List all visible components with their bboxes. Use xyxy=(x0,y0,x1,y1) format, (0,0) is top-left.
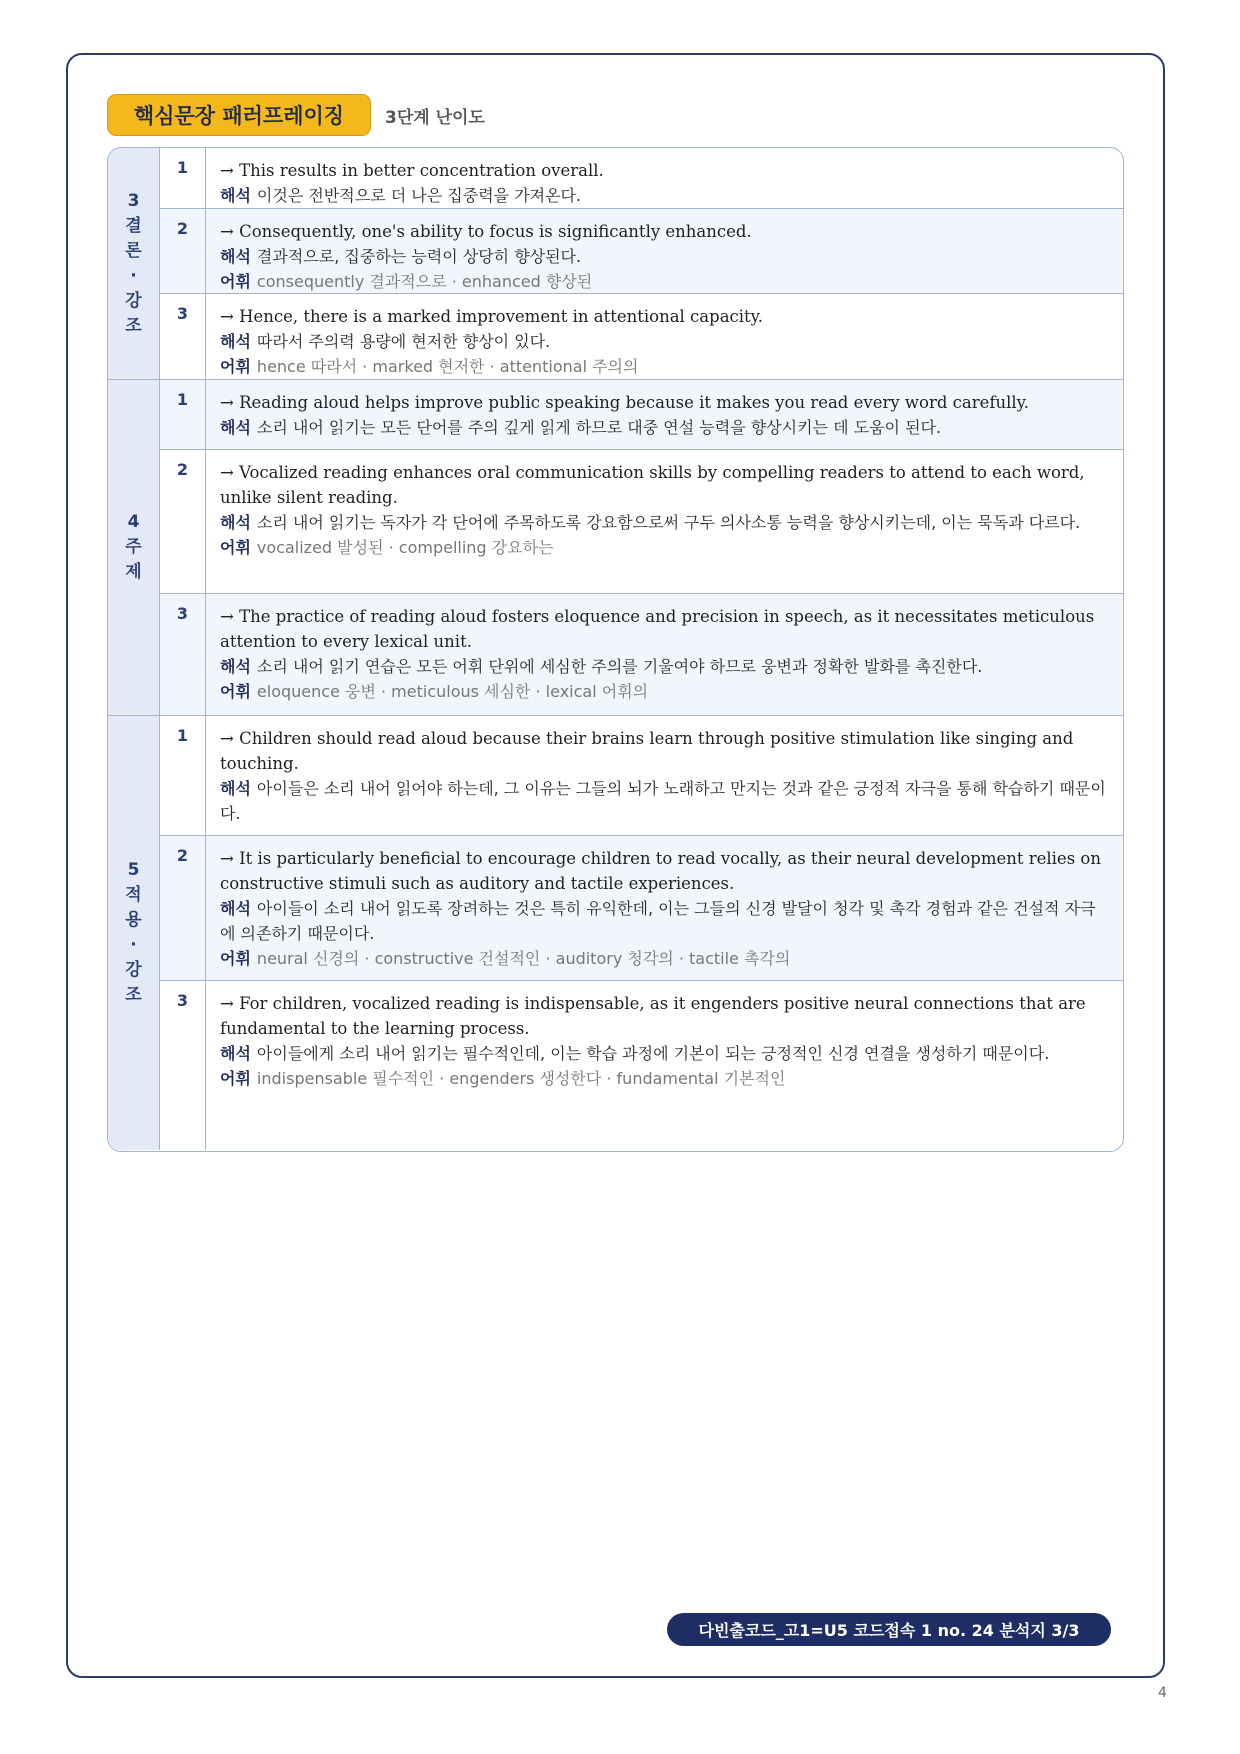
section-application xyxy=(108,716,1123,1150)
difficulty-level: 3단계 난이도 xyxy=(385,107,485,128)
table-row xyxy=(160,836,1123,981)
vocab-list: indispensable 필수적인 · engenders 생성한다 · fundamental 기본적인 xyxy=(256,1069,786,1088)
section-conclusion xyxy=(108,148,1123,380)
table-row xyxy=(160,716,1123,836)
table-row xyxy=(160,450,1123,595)
english-sentence: → Vocalized reading enhances oral communication skills by compelling readers to attend to each word, unlike silent reading. xyxy=(220,462,1085,507)
vocab-label: 어휘 xyxy=(220,537,251,557)
translation-label: 해석 xyxy=(220,332,251,351)
page-number: 4 xyxy=(1158,1685,1167,1701)
vocab-label: 어휘 xyxy=(220,272,251,291)
vocab-list: hence 따라서 · marked 현저한 · attentional 주의의 xyxy=(256,357,639,376)
english-sentence: → Reading aloud helps improve public speaking because it makes you read every word carefully. xyxy=(220,393,1030,412)
translation-label: 해석 xyxy=(220,247,251,266)
translation-label: 해석 xyxy=(220,418,251,437)
korean-translation: 따라서 주의력 용량에 현저한 향상이 있다. xyxy=(256,332,551,351)
korean-translation: 이것은 전반적으로 더 나은 집중력을 가져온다. xyxy=(256,186,582,205)
table-row xyxy=(160,981,1123,1150)
translation-label: 해석 xyxy=(220,657,251,677)
section-label: 3 결론·강조 xyxy=(108,148,160,379)
vocab-label: 어휘 xyxy=(220,949,251,968)
row-number: 3 xyxy=(160,294,206,379)
row-number: 1 xyxy=(160,716,206,835)
translation-label: 해석 xyxy=(220,186,251,205)
korean-translation: 아이들에게 소리 내어 읽기는 필수적인데, 이는 학습 과정에 기본이 되는 긍정적인 신경 연결을 생성하기 때문이다. xyxy=(256,1044,1050,1063)
row-number: 1 xyxy=(160,148,206,208)
table-row xyxy=(160,209,1123,294)
vocab-list: vocalized 발성된 · compelling 강요하는 xyxy=(256,537,554,557)
english-sentence: → This results in better concentration overall. xyxy=(220,161,604,180)
table-row xyxy=(160,380,1123,450)
english-sentence: → Hence, there is a marked improvement in attentional capacity. xyxy=(220,307,764,326)
translation-label: 해석 xyxy=(220,779,251,798)
section-topic xyxy=(108,380,1123,716)
korean-translation: 아이들은 소리 내어 읽어야 하는데, 그 이유는 그들의 뇌가 노래하고 만지는 것과 같은 긍정적 자극을 통해 학습하기 때문이다. xyxy=(220,779,1106,823)
paraphrase-table xyxy=(107,147,1124,1152)
section-title: 핵심문장 패러프레이징 xyxy=(107,94,371,136)
korean-translation: 소리 내어 읽기는 모든 단어를 주의 깊게 읽게 하므로 대중 연설 능력을 향상시키는 데 도움이 된다. xyxy=(256,418,942,437)
row-number: 1 xyxy=(160,380,206,449)
english-sentence: → Children should read aloud because their brains learn through positive stimulation like singing and touching. xyxy=(220,729,1074,773)
vocab-label: 어휘 xyxy=(220,357,251,376)
translation-label: 해석 xyxy=(220,899,251,918)
korean-translation: 결과적으로, 집중하는 능력이 상당히 향상된다. xyxy=(256,247,582,266)
vocab-label: 어휘 xyxy=(220,682,251,702)
english-sentence: → It is particularly beneficial to encourage children to read vocally, as their neural development relies on constructive stimuli such as auditory and tactile experiences. xyxy=(220,849,1101,893)
table-row xyxy=(160,294,1123,379)
section-label: 4 주제 xyxy=(108,380,160,715)
row-number: 3 xyxy=(160,594,206,715)
english-sentence: → For children, vocalized reading is indispensable, as it engenders positive neural connections that are fundamental to the learning process. xyxy=(220,994,1086,1038)
row-number: 2 xyxy=(160,450,206,594)
section-header xyxy=(107,94,485,136)
table-row xyxy=(160,148,1123,209)
row-number: 2 xyxy=(160,836,206,980)
row-number: 2 xyxy=(160,209,206,293)
footer-code-badge: 다빈출코드_고1=U5 코드접속 1 no. 24 분석지 3/3 xyxy=(667,1613,1111,1646)
korean-translation: 소리 내어 읽기는 독자가 각 단어에 주목하도록 강요함으로써 구두 의사소통 능력을 향상시키는데, 이는 묵독과 다르다. xyxy=(256,512,1081,532)
korean-translation: 아이들이 소리 내어 읽도록 장려하는 것은 특히 유익한데, 이는 그들의 신경 발달이 청각 및 촉각 경험과 같은 건설적 자극에 의존하기 때문이다. xyxy=(220,899,1096,943)
vocab-list: eloquence 웅변 · meticulous 세심한 · lexical 어휘의 xyxy=(256,682,649,702)
section-label: 5 적용·강조 xyxy=(108,716,160,1150)
english-sentence: → The practice of reading aloud fosters eloquence and precision in speech, as it necessitates meticulous attention to every lexical unit. xyxy=(220,607,1095,652)
table-row xyxy=(160,594,1123,715)
row-number: 3 xyxy=(160,981,206,1150)
vocab-list: neural 신경의 · constructive 건설적인 · auditory 청각의 · tactile 촉각의 xyxy=(256,949,791,968)
vocab-label: 어휘 xyxy=(220,1069,251,1088)
english-sentence: → Consequently, one's ability to focus is significantly enhanced. xyxy=(220,222,752,241)
korean-translation: 소리 내어 읽기 연습은 모든 어휘 단위에 세심한 주의를 기울여야 하므로 웅변과 정확한 발화를 촉진한다. xyxy=(256,657,983,677)
vocab-list: consequently 결과적으로 · enhanced 향상된 xyxy=(256,272,593,291)
translation-label: 해석 xyxy=(220,1044,251,1063)
translation-label: 해석 xyxy=(220,512,251,532)
